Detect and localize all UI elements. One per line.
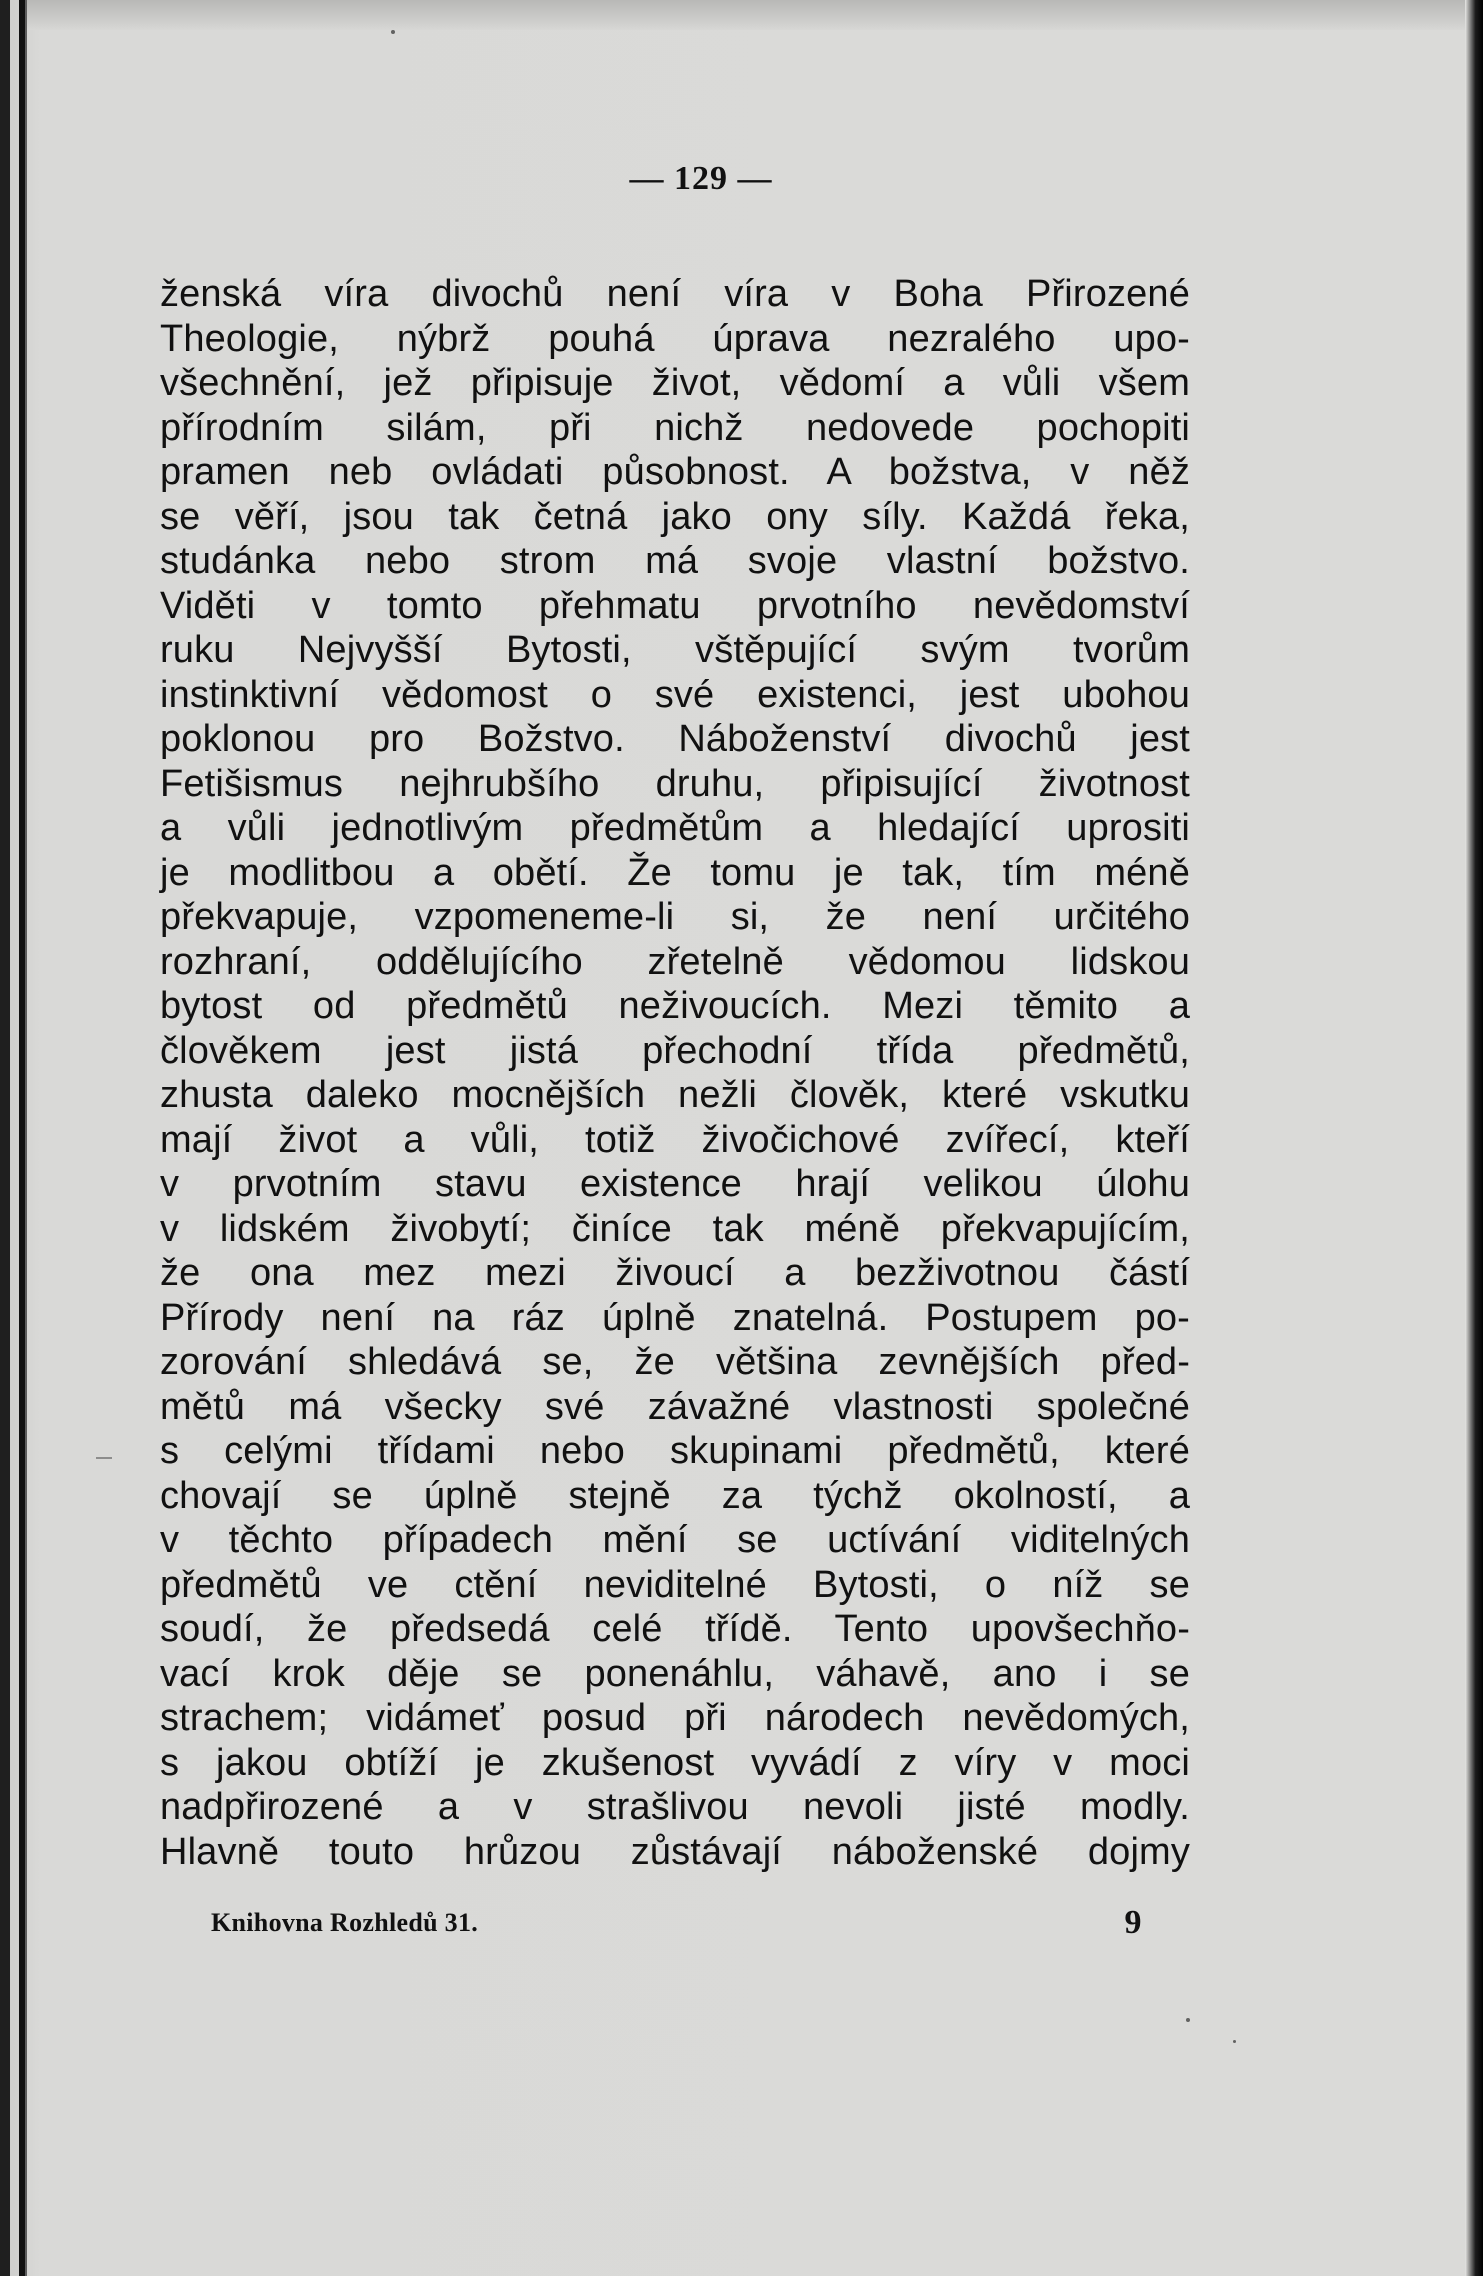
body-text [160,272,1190,1892]
scan-speck [1186,2018,1190,2022]
margin-mark [96,1457,112,1459]
signature-number: 9 [1124,1904,1142,1941]
text-line: zorování shledává se, že většina zevnějších před- [160,1341,1190,1383]
text-line: a vůli jednotlivým předmětům a hledající uprositi [160,807,1190,849]
text-line: Hlavně touto hrůzou zůstávají náboženské dojmy [160,1830,1190,1873]
text-line: instinktivní vědomost o své existenci, jest ubohou [160,673,1190,716]
text-line: bytost od předmětů neživoucích. Mezi těmito a [160,985,1190,1027]
text-line: všechnění, jež připisuje život, vědomí a vůli všem [160,362,1190,404]
text-line: vací krok děje se ponenáhlu, váhavě, ano i se [160,1652,1190,1695]
text-line: člověkem jest jistá přechodní třída předmětů, [160,1029,1190,1072]
text-line: s celými třídami nebo skupinami předmětů, které [160,1430,1190,1472]
text-line: chovají se úplně stejně za týchž okolností, a [160,1474,1190,1517]
text-line: v prvotním stavu existence hrají velikou úlohu [160,1163,1190,1205]
text-line: předmětů ve ctění neviditelné Bytosti, o níž se [160,1563,1190,1606]
left-binding-edge [19,0,25,2276]
right-scan-edge [1465,0,1483,2276]
text-line: ruku Nejvyšší Bytosti, vštěpující svým tvorům [160,629,1190,671]
text-line: s jakou obtíží je zkušenost vyvádí z víry v moci [160,1741,1190,1784]
scan-speck [1233,2040,1236,2043]
text-line: ženská víra divochů není víra v Boha Přirozené [160,273,1190,315]
scan-speck [391,30,395,34]
text-line: překvapuje, vzpomeneme-li si, že není určitého [160,896,1190,938]
text-line: Theologie, nýbrž pouhá úprava nezralého upo- [160,317,1190,360]
text-line: Viděti v tomto přehmatu prvotního nevědomství [160,584,1190,627]
page-content [26,0,1465,2276]
text-line: mají život a vůli, totiž živočichové zvířecí, kteří [160,1118,1190,1161]
text-line: soudí, že předsedá celé třídě. Tento upovšechňo- [160,1608,1190,1650]
text-line: v těchto případech mění se uctívání viditelných [160,1519,1190,1561]
page-number: — 129 — [629,160,773,197]
text-line: Fetišismus nejhrubšího druhu, připisující životnost [160,762,1190,805]
text-line: že ona mez mezi živoucí a bezživotnou částí [160,1252,1190,1294]
text-line: poklonou pro Božstvo. Náboženství divochů jest [160,718,1190,760]
text-line: je modlitbou a obětí. Že tomu je tak, tím méně [160,851,1190,894]
text-line: nadpřirozené a v strašlivou nevoli jisté modly. [160,1786,1190,1828]
text-line: Přírody není na ráz úplně znatelná. Postupem po- [160,1296,1190,1339]
library-signature: Knihovna Rozhledů 31. [211,1908,479,1937]
text-line: pramen neb ovládati působnost. A božstva, v něž [160,451,1190,493]
text-line: v lidském živobytí; činíce tak méně překvapujícím, [160,1207,1190,1250]
text-line: se věří, jsou tak četná jako ony síly. Každá řeka, [160,495,1190,538]
text-line: strachem; vidámeť posud při národech nevědomých, [160,1697,1190,1739]
text-line: mětů má všecky své závažné vlastnosti společné [160,1385,1190,1428]
text-line: zhusta daleko mocnějších nežli člověk, které vskutku [160,1074,1190,1116]
text-line: studánka nebo strom má svoje vlastní božstvo. [160,540,1190,582]
text-line: přírodním silám, při nichž nedovede pochopiti [160,406,1190,449]
text-line: rozhraní, oddělujícího zřetelně vědomou lidskou [160,940,1190,983]
